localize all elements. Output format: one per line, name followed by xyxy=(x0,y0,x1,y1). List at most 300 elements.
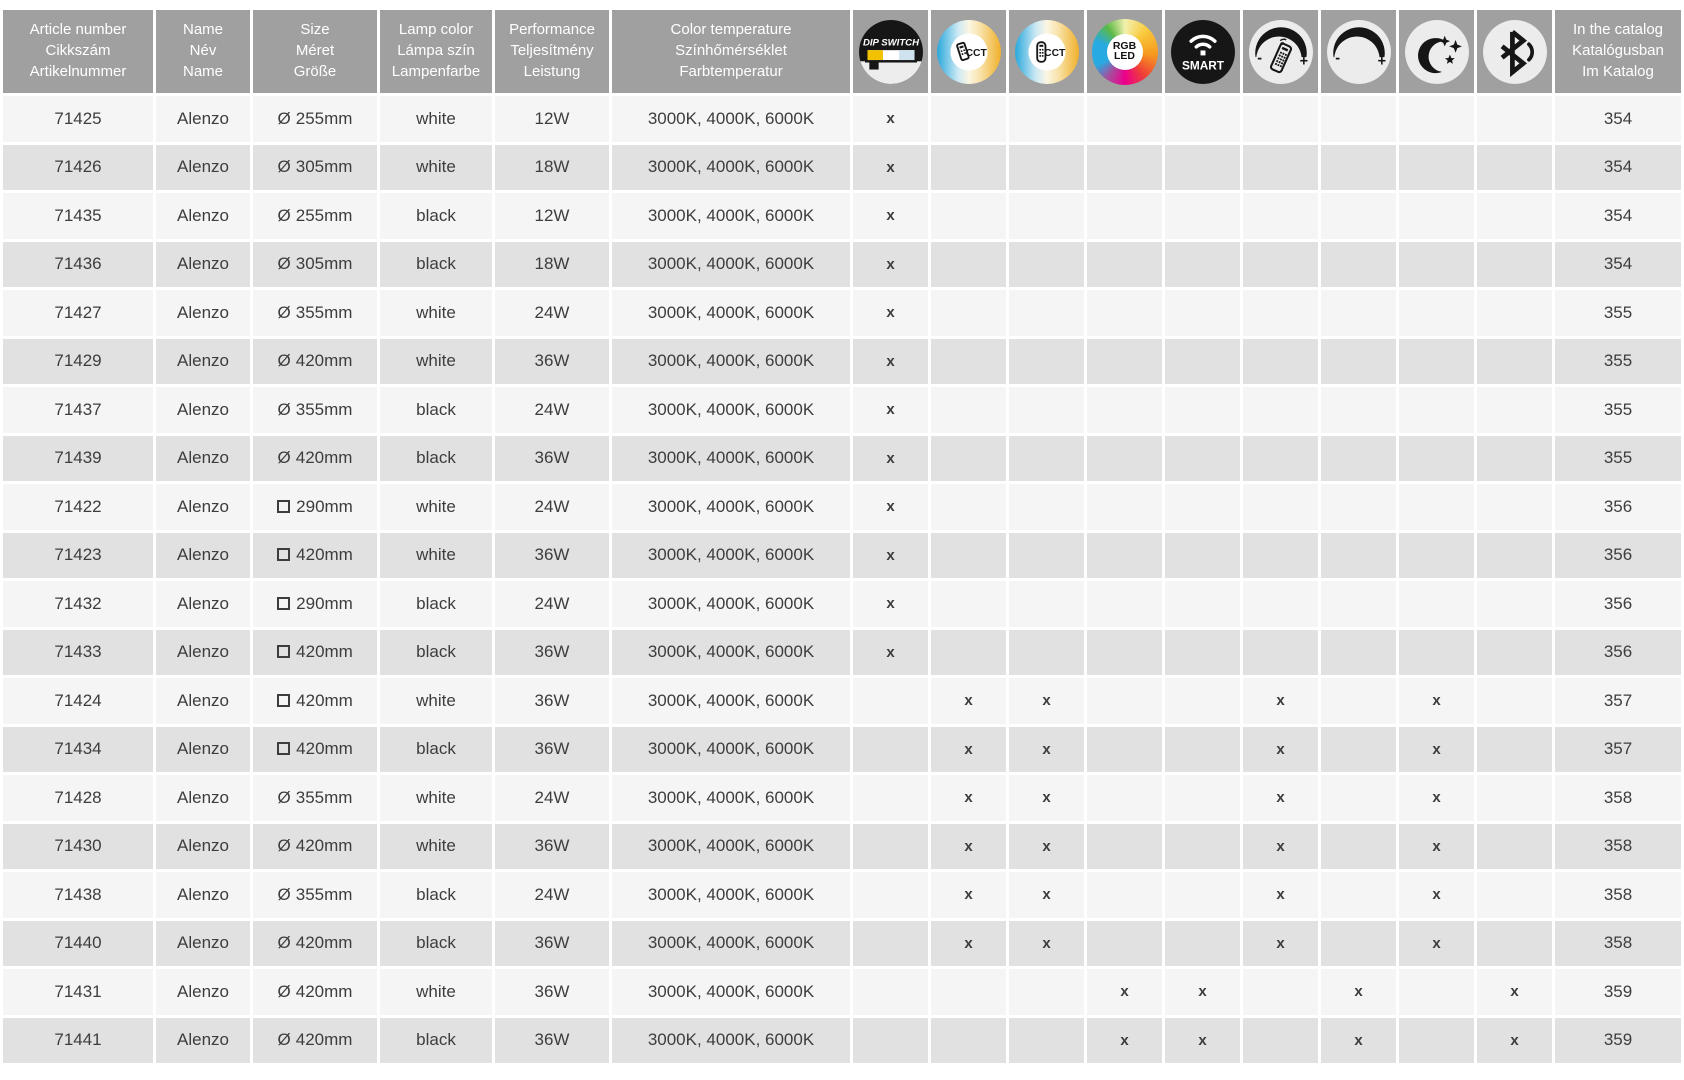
size-symbol: Ø xyxy=(277,884,291,904)
catalog-cell: 356 xyxy=(1555,533,1681,579)
feature-cell-dip_switch: x xyxy=(853,96,928,142)
feature-cell-dimmer xyxy=(1321,436,1396,482)
feature-cell-bluetooth: x xyxy=(1477,1018,1552,1064)
name-cell: Alenzo xyxy=(156,872,250,918)
feature-cell-bluetooth xyxy=(1477,484,1552,530)
feature-cell-dimmer xyxy=(1321,921,1396,967)
feature-cell-rgb_led xyxy=(1087,581,1162,627)
color-temperature-cell: 3000K, 4000K, 6000K xyxy=(612,484,850,530)
table-row xyxy=(3,727,1681,773)
feature-cell-bluetooth xyxy=(1477,387,1552,433)
size-value: 355mm xyxy=(295,399,353,419)
size-cell xyxy=(253,630,377,676)
feature-cell-rgb_led xyxy=(1087,533,1162,579)
performance-cell: 36W xyxy=(495,727,609,773)
article-cell: 71430 xyxy=(3,824,153,870)
performance-cell: 24W xyxy=(495,581,609,627)
feature-cell-bluetooth xyxy=(1477,775,1552,821)
feature-cell-bluetooth xyxy=(1477,436,1552,482)
size-cell xyxy=(253,775,377,821)
performance-cell: 24W xyxy=(495,484,609,530)
size-value: 420mm xyxy=(295,448,353,468)
feature-cell-cct_controller xyxy=(1009,290,1084,336)
feature-cell-smart xyxy=(1165,145,1240,191)
table-row xyxy=(3,824,1681,870)
feature-cell-smart xyxy=(1165,872,1240,918)
size-symbol: Ø xyxy=(277,981,291,1001)
feature-cell-dip_switch: x xyxy=(853,290,928,336)
svg-text:-: - xyxy=(1256,49,1262,66)
product-table xyxy=(0,7,1684,1066)
feature-cell-bluetooth xyxy=(1477,581,1552,627)
name-cell: Alenzo xyxy=(156,921,250,967)
header-line: Lámpa szín xyxy=(397,42,475,60)
performance-cell: 18W xyxy=(495,145,609,191)
table-body xyxy=(3,96,1681,1063)
catalog-cell: 354 xyxy=(1555,242,1681,288)
catalog-cell: 358 xyxy=(1555,872,1681,918)
feature-cell-cct_controller xyxy=(1009,484,1084,530)
color-temperature-cell: 3000K, 4000K, 6000K xyxy=(612,581,850,627)
feature-cell-remote_dimmer: x xyxy=(1243,824,1318,870)
col-header-catalog xyxy=(1555,10,1681,93)
feature-cell-cct_controller: x xyxy=(1009,824,1084,870)
feature-cell-rgb_led xyxy=(1087,872,1162,918)
table-row xyxy=(3,242,1681,288)
catalog-cell: 354 xyxy=(1555,193,1681,239)
name-cell: Alenzo xyxy=(156,824,250,870)
feature-cell-cct_remote xyxy=(931,533,1006,579)
dip-switch-label: DIP SWITCH xyxy=(862,36,919,48)
feature-cell-dimmer: x xyxy=(1321,1018,1396,1064)
name-cell: Alenzo xyxy=(156,242,250,288)
header-line: Name xyxy=(182,21,223,39)
lamp-color-cell: black xyxy=(380,242,492,288)
feature-cell-dip_switch: x xyxy=(853,339,928,385)
feature-cell-dip_switch xyxy=(853,727,928,773)
feature-cell-cct_remote xyxy=(931,1018,1006,1064)
feature-cell-dip_switch: x xyxy=(853,630,928,676)
feature-cell-remote_dimmer xyxy=(1243,484,1318,530)
table-row xyxy=(3,145,1681,191)
feature-cell-remote_dimmer xyxy=(1243,581,1318,627)
feature-cell-rgb_led xyxy=(1087,630,1162,676)
catalog-cell: 357 xyxy=(1555,727,1681,773)
feature-cell-dip_switch: x xyxy=(853,242,928,288)
size-symbol: Ø xyxy=(277,108,291,128)
feature-cell-cct_controller: x xyxy=(1009,775,1084,821)
col-header-color-temperature xyxy=(612,10,850,93)
size-cell xyxy=(253,242,377,288)
name-cell: Alenzo xyxy=(156,193,250,239)
lamp-color-cell: white xyxy=(380,678,492,724)
lamp-color-cell: white xyxy=(380,775,492,821)
article-cell: 71435 xyxy=(3,193,153,239)
feature-cell-remote_dimmer xyxy=(1243,1018,1318,1064)
lamp-color-cell: white xyxy=(380,969,492,1015)
feature-cell-rgb_led xyxy=(1087,339,1162,385)
color-temperature-cell: 3000K, 4000K, 6000K xyxy=(612,727,850,773)
size-value: 420mm xyxy=(295,836,353,856)
size-cell xyxy=(253,339,377,385)
size-value: 290mm xyxy=(296,496,353,516)
table-row xyxy=(3,969,1681,1015)
feature-cell-remote_dimmer: x xyxy=(1243,921,1318,967)
size-value: 355mm xyxy=(295,884,353,904)
catalog-cell: 354 xyxy=(1555,145,1681,191)
feature-cell-night_light: x xyxy=(1399,824,1474,870)
size-symbol: Ø xyxy=(277,302,291,322)
col-header-bluetooth xyxy=(1477,10,1552,93)
feature-cell-night_light: x xyxy=(1399,727,1474,773)
feature-cell-smart xyxy=(1165,436,1240,482)
size-symbol: Ø xyxy=(277,254,291,274)
smart-wifi-icon xyxy=(1170,19,1236,85)
color-temperature-cell: 3000K, 4000K, 6000K xyxy=(612,872,850,918)
article-cell: 71431 xyxy=(3,969,153,1015)
smart-label: SMART xyxy=(1181,58,1224,73)
lamp-color-cell: black xyxy=(380,921,492,967)
lamp-color-cell: black xyxy=(380,1018,492,1064)
name-cell: Alenzo xyxy=(156,533,250,579)
feature-cell-night_light: x xyxy=(1399,678,1474,724)
size-value: 255mm xyxy=(295,108,353,128)
performance-cell: 24W xyxy=(495,387,609,433)
header-line: Article number xyxy=(29,21,127,39)
feature-cell-night_light: x xyxy=(1399,921,1474,967)
size-symbol: Ø xyxy=(277,205,291,225)
feature-cell-rgb_led xyxy=(1087,387,1162,433)
feature-cell-night_light: x xyxy=(1399,775,1474,821)
lamp-color-cell: black xyxy=(380,436,492,482)
feature-cell-cct_controller xyxy=(1009,969,1084,1015)
feature-cell-remote_dimmer: x xyxy=(1243,678,1318,724)
feature-cell-bluetooth xyxy=(1477,290,1552,336)
col-header-cct-controller xyxy=(1009,10,1084,93)
feature-cell-cct_remote: x xyxy=(931,824,1006,870)
feature-cell-night_light xyxy=(1399,969,1474,1015)
color-temperature-cell: 3000K, 4000K, 6000K xyxy=(612,193,850,239)
table-row xyxy=(3,533,1681,579)
feature-cell-dip_switch xyxy=(853,921,928,967)
feature-cell-smart xyxy=(1165,775,1240,821)
feature-cell-night_light xyxy=(1399,242,1474,288)
name-cell: Alenzo xyxy=(156,484,250,530)
header-line: Cikkszám xyxy=(45,42,111,60)
article-cell: 71434 xyxy=(3,727,153,773)
feature-cell-cct_controller xyxy=(1009,339,1084,385)
lamp-color-cell: black xyxy=(380,872,492,918)
size-cell xyxy=(253,484,377,530)
name-cell: Alenzo xyxy=(156,775,250,821)
size-cell xyxy=(253,969,377,1015)
header-line: Név xyxy=(189,42,217,60)
feature-cell-cct_remote xyxy=(931,242,1006,288)
dimmer-icon xyxy=(1326,19,1392,85)
feature-cell-cct_remote xyxy=(931,969,1006,1015)
feature-cell-smart xyxy=(1165,193,1240,239)
svg-text:+: + xyxy=(1299,52,1308,69)
header-line: Színhőmérséklet xyxy=(675,42,787,60)
article-cell: 71437 xyxy=(3,387,153,433)
feature-cell-bluetooth xyxy=(1477,145,1552,191)
cct-remote-icon xyxy=(936,19,1002,85)
feature-cell-night_light xyxy=(1399,1018,1474,1064)
feature-cell-cct_controller xyxy=(1009,630,1084,676)
feature-cell-smart xyxy=(1165,824,1240,870)
performance-cell: 36W xyxy=(495,533,609,579)
feature-cell-bluetooth xyxy=(1477,96,1552,142)
catalog-cell: 358 xyxy=(1555,921,1681,967)
feature-cell-remote_dimmer: x xyxy=(1243,872,1318,918)
header-line: Size xyxy=(300,21,330,39)
article-cell: 71426 xyxy=(3,145,153,191)
article-cell: 71425 xyxy=(3,96,153,142)
size-cell xyxy=(253,436,377,482)
size-value: 420mm xyxy=(295,981,353,1001)
feature-cell-rgb_led xyxy=(1087,727,1162,773)
feature-cell-dimmer xyxy=(1321,484,1396,530)
size-value: 305mm xyxy=(295,254,353,274)
size-symbol xyxy=(277,548,290,561)
lamp-color-cell: white xyxy=(380,484,492,530)
table-row xyxy=(3,775,1681,821)
size-cell xyxy=(253,387,377,433)
catalog-cell: 356 xyxy=(1555,484,1681,530)
feature-cell-cct_remote xyxy=(931,630,1006,676)
catalog-cell: 357 xyxy=(1555,678,1681,724)
col-header-dimmer xyxy=(1321,10,1396,93)
col-header-smart xyxy=(1165,10,1240,93)
feature-cell-cct_remote xyxy=(931,387,1006,433)
feature-cell-dimmer xyxy=(1321,193,1396,239)
rgb-led-label: RGB LED xyxy=(1107,34,1143,70)
feature-cell-bluetooth xyxy=(1477,678,1552,724)
lamp-color-cell: black xyxy=(380,387,492,433)
feature-cell-dip_switch: x xyxy=(853,387,928,433)
feature-cell-smart xyxy=(1165,921,1240,967)
feature-cell-cct_remote: x xyxy=(931,775,1006,821)
feature-cell-dimmer xyxy=(1321,533,1396,579)
header-line: Lamp color xyxy=(398,21,474,39)
size-symbol: Ø xyxy=(277,351,291,371)
size-cell xyxy=(253,727,377,773)
size-symbol: Ø xyxy=(277,787,291,807)
feature-cell-cct_remote xyxy=(931,436,1006,482)
size-value: 305mm xyxy=(295,157,353,177)
feature-cell-night_light xyxy=(1399,339,1474,385)
feature-cell-dip_switch: x xyxy=(853,484,928,530)
size-symbol xyxy=(277,597,290,610)
feature-cell-dimmer xyxy=(1321,824,1396,870)
size-symbol: Ø xyxy=(277,933,291,953)
size-cell xyxy=(253,145,377,191)
performance-cell: 24W xyxy=(495,775,609,821)
feature-cell-remote_dimmer xyxy=(1243,193,1318,239)
svg-text:-: - xyxy=(1334,49,1340,66)
feature-cell-bluetooth xyxy=(1477,630,1552,676)
feature-cell-rgb_led xyxy=(1087,824,1162,870)
feature-cell-bluetooth xyxy=(1477,242,1552,288)
performance-cell: 36W xyxy=(495,921,609,967)
color-temperature-cell: 3000K, 4000K, 6000K xyxy=(612,290,850,336)
feature-cell-cct_controller: x xyxy=(1009,921,1084,967)
catalog-cell: 359 xyxy=(1555,969,1681,1015)
bluetooth-icon xyxy=(1482,19,1548,85)
feature-cell-dip_switch: x xyxy=(853,145,928,191)
feature-cell-rgb_led xyxy=(1087,193,1162,239)
feature-cell-cct_controller xyxy=(1009,145,1084,191)
feature-cell-dimmer xyxy=(1321,727,1396,773)
feature-cell-bluetooth xyxy=(1477,727,1552,773)
performance-cell: 18W xyxy=(495,242,609,288)
feature-cell-cct_controller xyxy=(1009,533,1084,579)
size-cell xyxy=(253,193,377,239)
dip-switch-icon xyxy=(858,19,924,85)
name-cell: Alenzo xyxy=(156,96,250,142)
lamp-color-cell: white xyxy=(380,339,492,385)
name-cell: Alenzo xyxy=(156,581,250,627)
size-value: 420mm xyxy=(296,545,353,565)
feature-cell-cct_remote xyxy=(931,581,1006,627)
header-line: Color temperature xyxy=(670,21,792,39)
table-row xyxy=(3,387,1681,433)
feature-cell-cct_controller xyxy=(1009,242,1084,288)
article-cell: 71432 xyxy=(3,581,153,627)
catalog-cell: 355 xyxy=(1555,339,1681,385)
size-symbol xyxy=(277,500,290,513)
lamp-color-cell: black xyxy=(380,630,492,676)
feature-cell-cct_remote: x xyxy=(931,872,1006,918)
feature-cell-cct_controller xyxy=(1009,193,1084,239)
color-temperature-cell: 3000K, 4000K, 6000K xyxy=(612,96,850,142)
size-value: 355mm xyxy=(295,787,353,807)
feature-cell-rgb_led xyxy=(1087,290,1162,336)
lamp-color-cell: black xyxy=(380,581,492,627)
header-line: Farbtemperatur xyxy=(679,62,783,80)
table-row xyxy=(3,96,1681,142)
name-cell: Alenzo xyxy=(156,969,250,1015)
color-temperature-cell: 3000K, 4000K, 6000K xyxy=(612,436,850,482)
feature-cell-night_light xyxy=(1399,581,1474,627)
feature-cell-dip_switch xyxy=(853,775,928,821)
catalog-cell: 358 xyxy=(1555,775,1681,821)
color-temperature-cell: 3000K, 4000K, 6000K xyxy=(612,339,850,385)
lamp-color-cell: white xyxy=(380,533,492,579)
header-line: Name xyxy=(182,62,223,80)
feature-cell-rgb_led xyxy=(1087,484,1162,530)
header-line: Größe xyxy=(293,62,337,80)
feature-cell-bluetooth xyxy=(1477,824,1552,870)
feature-cell-cct_remote xyxy=(931,484,1006,530)
feature-cell-bluetooth xyxy=(1477,872,1552,918)
cct-controller-label: CCT xyxy=(1043,47,1065,59)
feature-cell-cct_controller: x xyxy=(1009,727,1084,773)
feature-cell-bluetooth xyxy=(1477,921,1552,967)
table-row xyxy=(3,630,1681,676)
size-value: 420mm xyxy=(296,739,353,759)
table-row xyxy=(3,290,1681,336)
feature-cell-cct_remote: x xyxy=(931,727,1006,773)
header-line: Artikelnummer xyxy=(29,62,127,80)
catalog-cell: 359 xyxy=(1555,1018,1681,1064)
feature-cell-night_light xyxy=(1399,193,1474,239)
feature-cell-dimmer xyxy=(1321,387,1396,433)
size-symbol xyxy=(277,742,290,755)
size-value: 355mm xyxy=(295,302,353,322)
size-value: 255mm xyxy=(295,205,353,225)
col-header-rgb-led xyxy=(1087,10,1162,93)
size-cell xyxy=(253,921,377,967)
lamp-color-cell: black xyxy=(380,193,492,239)
table-row xyxy=(3,1018,1681,1064)
article-cell: 71422 xyxy=(3,484,153,530)
col-header-name xyxy=(156,10,250,93)
header-line: Katalógusban xyxy=(1572,42,1664,60)
size-symbol xyxy=(277,694,290,707)
feature-cell-remote_dimmer xyxy=(1243,339,1318,385)
feature-cell-smart xyxy=(1165,387,1240,433)
lamp-color-cell: white xyxy=(380,290,492,336)
table-row xyxy=(3,581,1681,627)
size-cell xyxy=(253,872,377,918)
color-temperature-cell: 3000K, 4000K, 6000K xyxy=(612,921,850,967)
feature-cell-dimmer xyxy=(1321,145,1396,191)
feature-cell-rgb_led xyxy=(1087,96,1162,142)
performance-cell: 36W xyxy=(495,339,609,385)
feature-cell-dimmer xyxy=(1321,339,1396,385)
name-cell: Alenzo xyxy=(156,630,250,676)
feature-cell-dip_switch: x xyxy=(853,193,928,239)
catalog-cell: 356 xyxy=(1555,581,1681,627)
feature-cell-rgb_led xyxy=(1087,145,1162,191)
catalog-cell: 355 xyxy=(1555,387,1681,433)
feature-cell-dip_switch xyxy=(853,872,928,918)
article-cell: 71440 xyxy=(3,921,153,967)
article-cell: 71428 xyxy=(3,775,153,821)
feature-cell-remote_dimmer xyxy=(1243,387,1318,433)
feature-cell-dip_switch: x xyxy=(853,581,928,627)
feature-cell-cct_controller xyxy=(1009,436,1084,482)
name-cell: Alenzo xyxy=(156,387,250,433)
performance-cell: 12W xyxy=(495,193,609,239)
size-symbol: Ø xyxy=(277,836,291,856)
col-header-remote-dimmer xyxy=(1243,10,1318,93)
size-symbol xyxy=(277,645,290,658)
size-cell xyxy=(253,581,377,627)
catalog-cell: 354 xyxy=(1555,96,1681,142)
feature-cell-remote_dimmer xyxy=(1243,290,1318,336)
feature-cell-cct_remote: x xyxy=(931,678,1006,724)
feature-cell-rgb_led xyxy=(1087,242,1162,288)
feature-cell-night_light xyxy=(1399,145,1474,191)
feature-cell-remote_dimmer xyxy=(1243,969,1318,1015)
col-header-night-light xyxy=(1399,10,1474,93)
feature-cell-smart xyxy=(1165,581,1240,627)
name-cell: Alenzo xyxy=(156,290,250,336)
size-value: 420mm xyxy=(295,351,353,371)
catalog-cell: 358 xyxy=(1555,824,1681,870)
feature-cell-rgb_led: x xyxy=(1087,1018,1162,1064)
feature-cell-cct_controller xyxy=(1009,387,1084,433)
feature-cell-night_light xyxy=(1399,630,1474,676)
article-cell: 71424 xyxy=(3,678,153,724)
table-row xyxy=(3,193,1681,239)
size-cell xyxy=(253,824,377,870)
feature-cell-dip_switch xyxy=(853,678,928,724)
feature-cell-smart xyxy=(1165,678,1240,724)
performance-cell: 36W xyxy=(495,436,609,482)
